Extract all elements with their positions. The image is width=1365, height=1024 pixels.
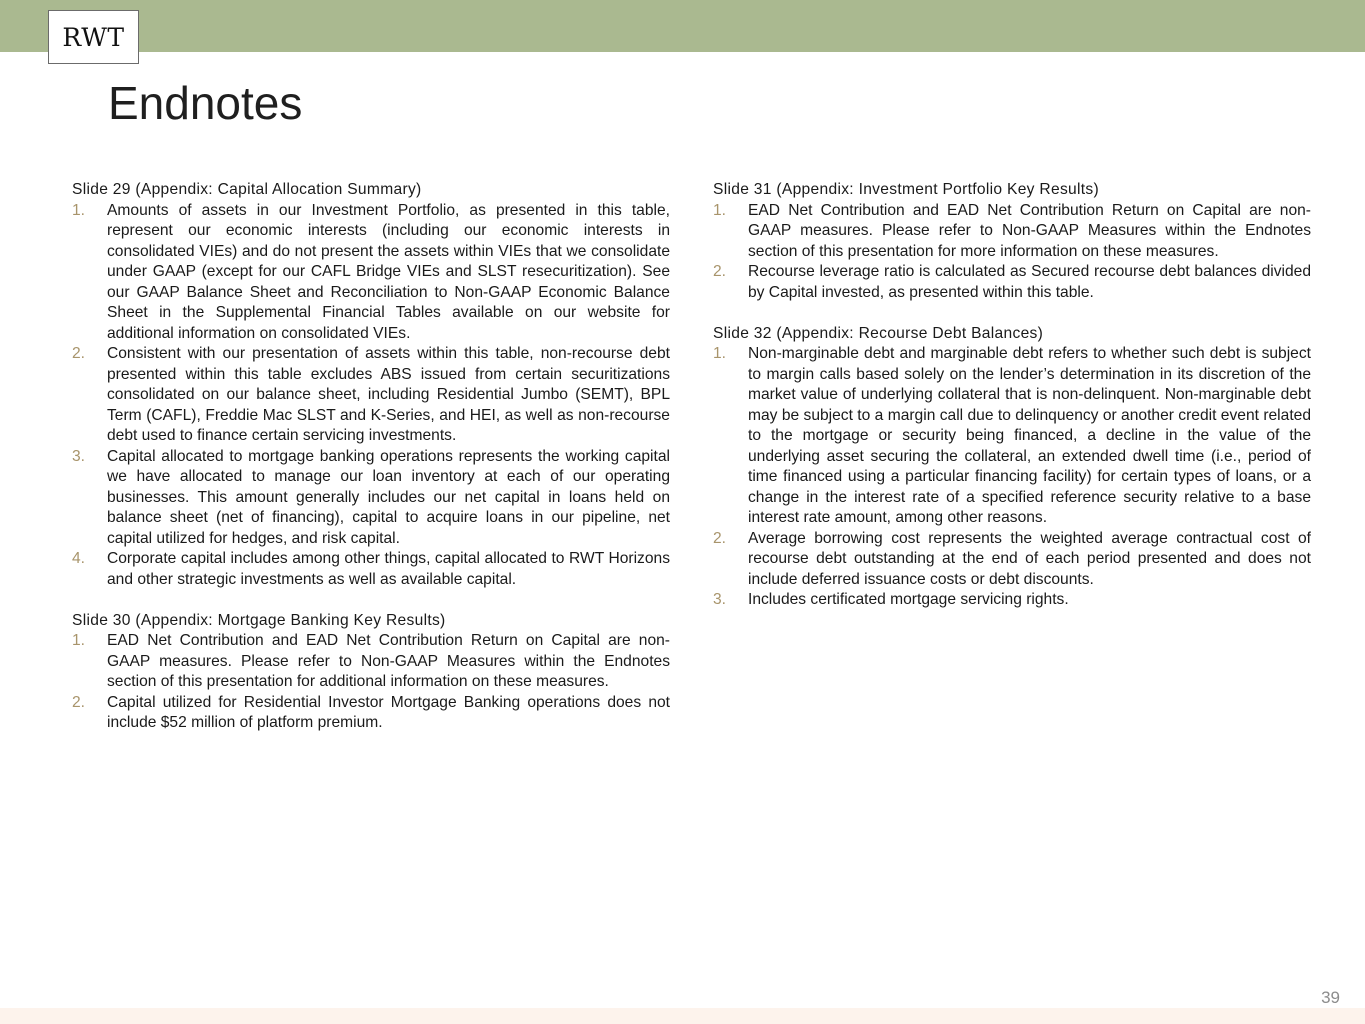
endnote-text: Capital allocated to mortgage banking operations represents the working capital we have allocated to manage our loan inventory at each of our operating businesses. This amount generally includes our net capital in loans held on balance sheet (net of financing), capital to acquire loans in our pipeline, net capital utilized for hedges, and risk capital. xyxy=(107,447,670,547)
endnote-text: Non-marginable debt and marginable debt refers to whether such debt is subject to margin calls based solely on the lender’s determination in its discretion of the market value of underlying collateral that is non-delinquent. Non-marginable debt may be subject to a margin call due to delinquency or another credit event related to the mortgage or security being financed, a decline in the value of the underlying asset securing the collateral, an extended dwell time (i.e., period of time financed using a particular financing facility) for certain types of loans, or a change in the interest rate of a specified reference security relative to a base interest rate amount, among other reasons. xyxy=(748,345,1311,526)
endnote-list xyxy=(713,201,1311,304)
page-title: Endnotes xyxy=(108,77,303,129)
logo-text: RWT xyxy=(62,22,125,52)
header-band xyxy=(0,0,1365,52)
endnote-item xyxy=(713,590,1311,611)
endnote-number: 2. xyxy=(72,345,86,362)
endnote-number: 1. xyxy=(713,345,727,362)
endnote-text: Average borrowing cost represents the weighted average contractual cost of recourse debt outstanding at the end of each period presented and does not include deferred issuance costs or debt discounts. xyxy=(748,529,1311,588)
endnote-text: Includes certificated mortgage servicing rights. xyxy=(748,591,1069,608)
endnote-section xyxy=(713,180,1311,303)
endnote-text: EAD Net Contribution and EAD Net Contribution Return on Capital are non-GAAP measures. Please refer to Non-GAAP Measures within the Endnotes section of this presentation for more information on these measures. xyxy=(748,201,1311,260)
endnote-item xyxy=(713,201,1311,263)
endnote-number: 1. xyxy=(72,201,86,219)
page-number: 39 xyxy=(1321,988,1340,1007)
endnote-text: EAD Net Contribution and EAD Net Contribution Return on Capital are non-GAAP measures. Please refer to Non-GAAP Measures within the Endnotes section of this presentation for additional information on these measures. xyxy=(107,632,670,690)
endnote-text: Consistent with our presentation of assets within this table, non-recourse debt presented within this table excludes ABS issued from certain securitizations consolidated on our balance sheet, including Residential Jumbo (SEMT), BPL Term (CAFL), Freddie Mac SLST and K-Series, and HEI, as well as non-recourse debt used to finance certain servicing investments. xyxy=(107,345,670,444)
section-heading: Slide 29 (Appendix: Capital Allocation Summary) xyxy=(72,181,422,198)
company-logo xyxy=(48,10,139,64)
endnote-text: Corporate capital includes among other things, capital allocated to RWT Horizons and other strategic investments as well as available capital. xyxy=(107,550,670,588)
endnote-section xyxy=(72,611,670,734)
endnote-section xyxy=(713,324,1311,611)
endnote-item xyxy=(713,262,1311,303)
endnote-number: 1. xyxy=(713,201,727,219)
endnote-item xyxy=(72,344,670,447)
section-heading: Slide 32 (Appendix: Recourse Debt Balances) xyxy=(713,324,1044,342)
endnote-number: 2. xyxy=(72,693,86,711)
endnote-item xyxy=(72,549,670,590)
endnote-item xyxy=(72,447,670,550)
endnote-number: 4. xyxy=(72,550,86,567)
endnote-number: 2. xyxy=(713,529,727,547)
endnote-item xyxy=(72,693,670,734)
section-heading: Slide 30 (Appendix: Mortgage Banking Key Results) xyxy=(72,611,446,629)
endnote-section xyxy=(72,180,670,590)
endnote-item xyxy=(72,201,670,345)
endnote-list xyxy=(713,344,1311,611)
right-column xyxy=(713,180,1311,631)
endnote-item xyxy=(72,631,670,693)
endnote-number: 3. xyxy=(713,591,727,608)
footer-band xyxy=(0,1008,1365,1024)
endnote-number: 1. xyxy=(72,632,86,649)
endnote-number: 2. xyxy=(713,263,727,280)
endnote-text: Capital utilized for Residential Investor Mortgage Banking operations does not include $52 million of platform premium. xyxy=(107,693,670,731)
endnote-text: Amounts of assets in our Investment Portfolio, as presented in this table, represent our economic interests (including our economic interests in consolidated VIEs) and do not present the assets within VIEs that we consolidate under GAAP (except for our CAFL Bridge VIEs and SLST resecuritization). See our GAAP Balance Sheet and Reconciliation to Non-GAAP Economic Balance Sheet in the Supplemental Financial Tables available on our website for additional information on consolidated VIEs. xyxy=(107,201,670,342)
section-heading: Slide 31 (Appendix: Investment Portfolio Key Results) xyxy=(713,181,1099,198)
endnote-item xyxy=(713,529,1311,591)
endnote-item xyxy=(713,344,1311,529)
left-column xyxy=(72,180,670,754)
endnote-text: Recourse leverage ratio is calculated as Secured recourse debt balances divided by Capital invested, as presented within this table. xyxy=(748,263,1311,301)
endnote-list xyxy=(72,631,670,734)
endnote-number: 3. xyxy=(72,447,86,465)
endnote-list xyxy=(72,201,670,591)
